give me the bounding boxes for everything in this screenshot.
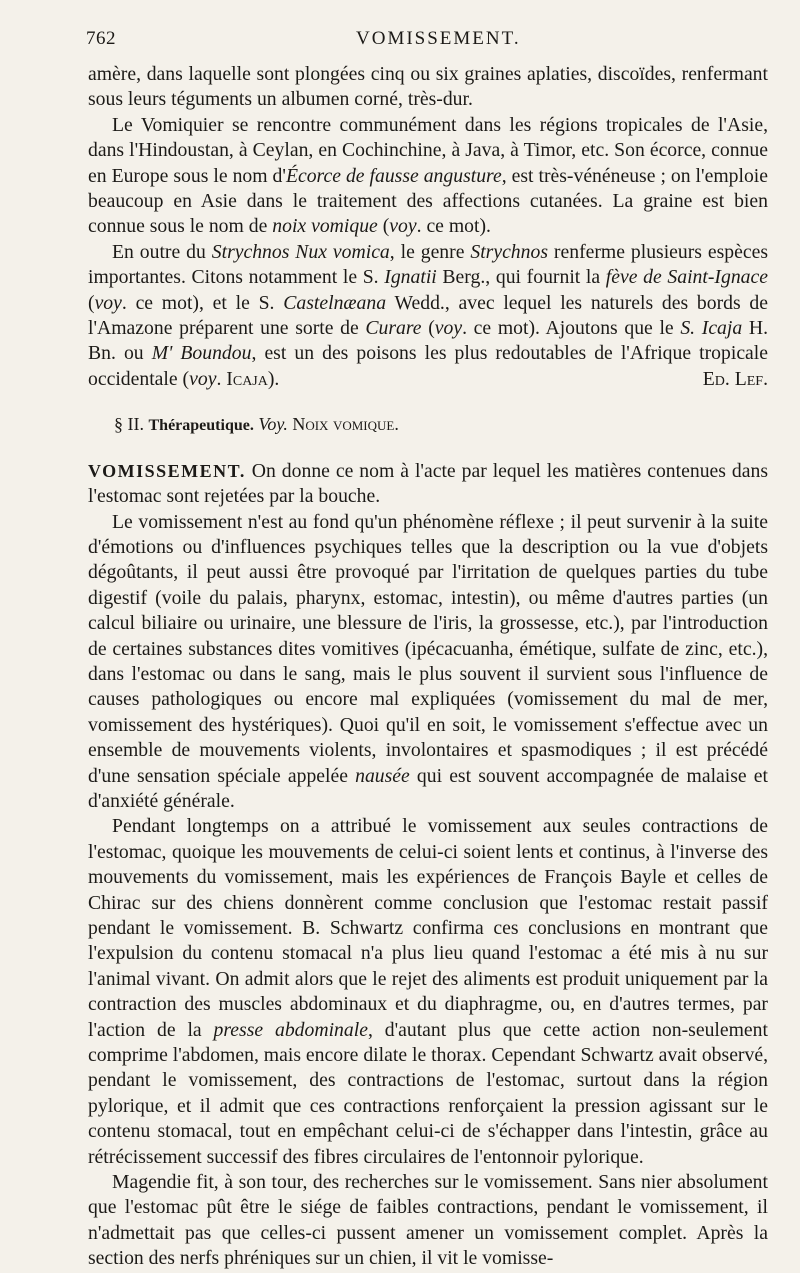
section-heading: § II. Thérapeutique. Voy. Noix vomique. [114, 414, 399, 435]
paragraph-history: Pendant longtemps on a attribué le vomissement aux seules contractions de l'estomac, quoique les mouvements de celui-ci soient lents et continus, à l'inverse des mouvements du vomissement, mais les expériences de François Bayle et celles de Chirac sur des chiens donnèrent comme conclusion que l'estomac restait passif pendant le vomissement. B. Schwartz confirma ces conclusions en montrant que l'expulsion du contenu stomacal n'a plus lieu quand l'estomac a été mis à nu sur l'animal vivant. On admit alors que le rejet des aliments est produit uniquement par la contraction des muscles abdominaux et du diaphragme, ou, en d'autres termes, par l'action de la presse abdominale, d'autant plus que cette action non-seulement comprime l'abdomen, mais encore dilate le thorax. Cependant Schwartz avait observé, pendant le vomissement, des contractions de l'estomac, surtout dans la région pylorique, et il admit que ces contractions renforçaient la pression agissant sur le contenu stomacal, tout en empêchant celui-ci de s'échapper dans l'intestin, grâce au rétrécissement successif des fibres circulaires de l'entonnoir pylorique. [88, 815, 768, 1168]
cross-reference: Noix vomique. [292, 414, 399, 435]
paragraph-continuation: amère, dans laquelle sont plongées cinq ou six graines aplaties, discoïdes, renfermant sous leurs téguments un albumen corné, très-dur. [88, 63, 768, 111]
page-header [86, 28, 760, 56]
paragraph-strychnos-species: En outre du Strychnos Nux vomica, le genre Strychnos renferme plusieurs espèces importantes. Citons notamment le S. Ignatii Berg., qui fournit la fève de Saint-Ignace (voy. ce mot), et le S. Castelnæana Wedd., avec lequel les naturels des bords de l'Amazone préparent une sorte de Curare (voy. ce mot). Ajoutons que le S. Icaja H. Bn. ou M' Boundou, est un des poisons les plus redoutables de l'Afrique tropicale occidentale (voy. Icaja). Ed. Lef. [88, 240, 768, 392]
paragraph-magendie: Magendie fit, à son tour, des recherches sur le vomissement. Sans nier absolument que l'estomac pût être le siége de faibles contractions, pendant le vomissement, il n'admettait pas que celles-ci pussent amener un vomissement complet. Après la section des nerfs phréniques sur un chien, il vit le vomisse- [88, 1171, 768, 1270]
running-title: VOMISSEMENT. [356, 28, 521, 49]
section-mark: § II. [114, 414, 144, 435]
page-body [88, 62, 768, 1272]
author-signature: Ed. Lef. [702, 367, 768, 390]
entry-headword: VOMISSEMENT. [88, 460, 246, 481]
section-label: Thérapeutique. [148, 417, 254, 435]
entry-definition: VOMISSEMENT. On donne ce nom à l'acte par lequel les matières contenues dans l'estomac sont rejetées par la bouche. [88, 459, 768, 508]
paragraph-vomiquier-distribution: Le Vomiquier se rencontre communément dans les régions tropicales de l'Asie, dans l'Hindoustan, à Ceylan, en Cochinchine, à Java, à Timor, etc. Son écorce, connue en Europe sous le nom d'Écorce de fausse angusture, est très-vénéneuse ; on l'emploie beaucoup en Asie dans le traitement des affections cutanées. La graine est bien connue sous le nom de noix vomique (voy. ce mot). [88, 113, 768, 238]
paragraph-reflex: Le vomissement n'est au fond qu'un phénomène réflexe ; il peut survenir à la suite d'émotions ou d'influences psychiques telles que la description ou la vue d'objets dégoûtants, il peut aussi être provoqué par l'irritation de quelques parties du tube digestif (voile du palais, pharynx, estomac, intestin), ou même d'autres parties (un calcul biliaire ou urinaire, une blessure de l'iris, la grossesse, etc.), par l'introduction de certaines substances dites vomitives (ipécacuanha, émétique, sulfate de zinc, etc.), dans l'estomac ou dans le sang, mais le plus souvent il survient sous l'influence de causes pathologiques ou encore mal expliquées (vomissement du mal de mer, vomissement des hystériques). Quoi qu'il en soit, le vomissement s'effectue avec un ensemble de mouvements violents, involontaires et spasmodiques ; il est précédé d'une sensation spéciale appelée nausée qui est souvent accompagnée de malaise et d'anxiété générale. [88, 510, 768, 812]
page-number: 762 [86, 28, 116, 49]
